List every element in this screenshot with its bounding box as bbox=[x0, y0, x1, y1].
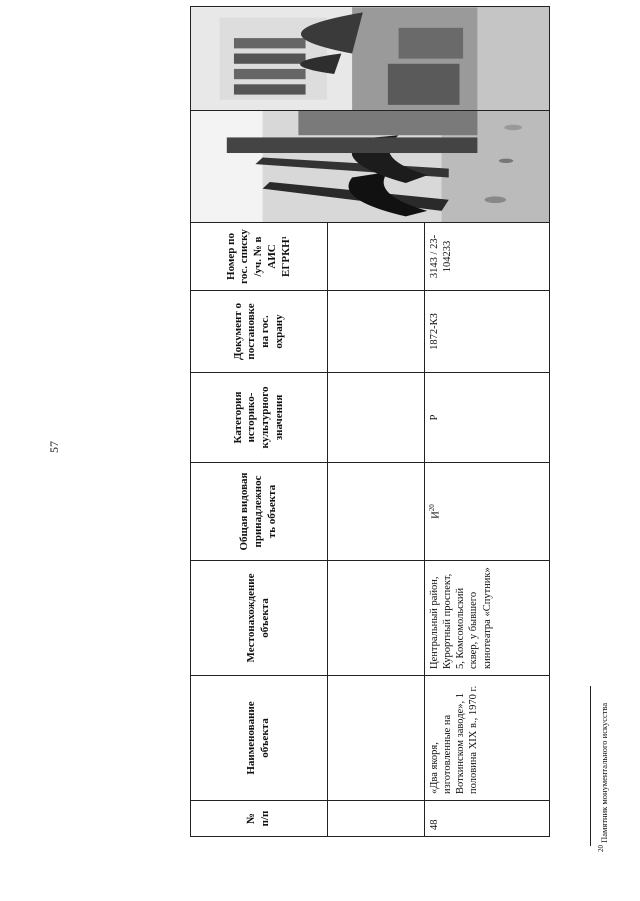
cinema-photo bbox=[191, 7, 549, 110]
footnote-marker: 20 bbox=[597, 845, 605, 852]
header-ownership: Общая видовая принадлежнос ть объекта bbox=[191, 463, 328, 561]
header-number: № п/п bbox=[191, 801, 328, 837]
footnote-rule bbox=[590, 686, 591, 846]
header-location: Местонахождение объекта bbox=[191, 561, 328, 676]
monuments-register-table bbox=[190, 6, 550, 837]
ownership-footnote-marker: 20 bbox=[428, 504, 436, 512]
cell-location: Центральный район, Курортный проспект, 5, Комсомольский сквер, у бывшего кинотеатра «Спутник» bbox=[425, 561, 550, 676]
photo-column bbox=[191, 7, 550, 223]
page-number: 57 bbox=[47, 441, 61, 453]
table-header-row bbox=[191, 7, 328, 837]
cell-registry: 3143 / 23-104233 bbox=[425, 223, 550, 291]
anchors-photo bbox=[191, 111, 549, 222]
header-registry: Номер по гос. списку /уч. № в АИС ЕГРКН¹ bbox=[191, 223, 328, 291]
photo-stack bbox=[191, 7, 549, 222]
cell-name: «Два якоря, изготовленные на Воткинском заводе», 1 половина XIX в., 1970 г. bbox=[425, 676, 550, 801]
cell-category: Р bbox=[425, 373, 550, 463]
rotated-page-content bbox=[190, 7, 550, 837]
photo-cell bbox=[191, 7, 549, 111]
cell-document: 1872-КЗ bbox=[425, 291, 550, 373]
cell-ownership bbox=[425, 463, 550, 561]
footnote bbox=[594, 672, 608, 852]
footnote-text: Памятник монументального искусства bbox=[598, 702, 609, 843]
header-document: Документ о постановке на гос. охрану bbox=[191, 291, 328, 373]
photo-cell bbox=[191, 111, 549, 222]
header-category: Категория историко-культурного значения bbox=[191, 373, 328, 463]
header-name: Наименование объекта bbox=[191, 676, 328, 801]
cell-number: 48 bbox=[425, 801, 550, 837]
ownership-value: И bbox=[430, 511, 442, 519]
